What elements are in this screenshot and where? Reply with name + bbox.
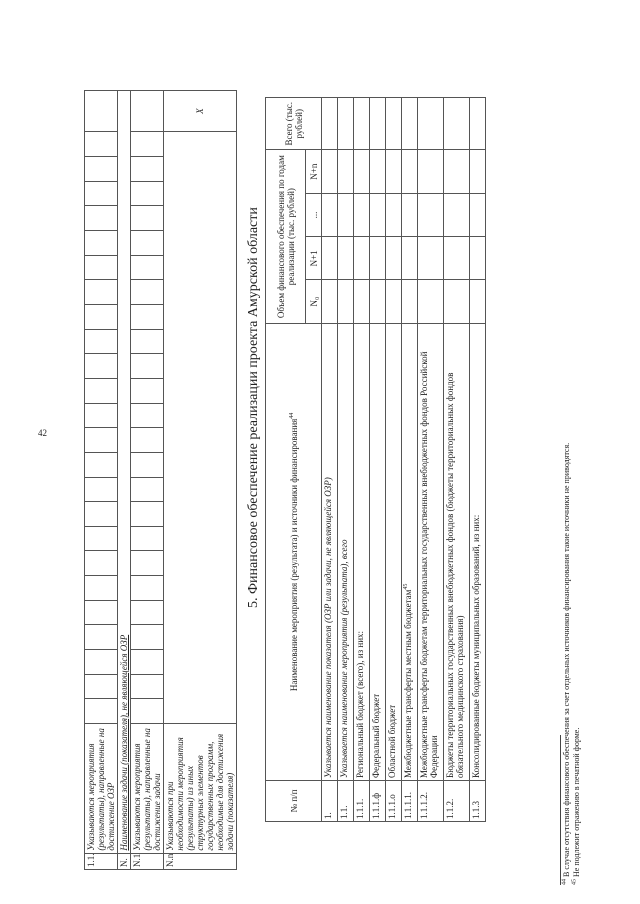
row-text: Наименование задачи (показателя), не являющейся ОЗР (118, 91, 131, 854)
col-header-year: ... (306, 193, 322, 236)
table-row (118, 91, 131, 870)
page-number: 42 (38, 428, 47, 438)
row-number: 1.1. (338, 780, 354, 821)
table-row (470, 98, 486, 822)
row-text: Бюджеты территориальных государственных внебюджетных фондов (бюджеты территориальных фондов обязательного медицинского страхования) (444, 323, 470, 780)
row-text: Региональный бюджет (всего), из них: (354, 323, 370, 780)
footnote-45: $^{45}$ Не подлежит отражению в печатной форме. (571, 727, 581, 885)
col-header-year: N+1 (306, 237, 322, 280)
col-header-year: N+n (306, 150, 322, 193)
section-title: 5. Финансовое обеспечение реализации проекта Амурской области (246, 207, 261, 608)
row-number: 1. (322, 780, 338, 821)
col-header-number: № п/п (266, 780, 322, 821)
row-number: 1.1.2. (444, 780, 470, 821)
row-number: 1.1.1.2. (418, 780, 444, 821)
table-row (338, 98, 354, 822)
row-number: N.1 (131, 853, 164, 869)
table-row (386, 98, 402, 822)
table-row (85, 91, 118, 870)
footnote-44: $^{44}$ В случае отсутствия финансового обеспечения за счет отдельных источников финансирования такие источники не приводятся. (561, 442, 571, 885)
row-text: Указывается наименование мероприятия (результата), всего (338, 323, 354, 780)
row-text: Указывается наименование показателя (ОЗР или задачи, не являющейся ОЗР) (322, 323, 338, 780)
row-text: Консолидированные бюджеты муниципальных образований, из них: (470, 323, 486, 780)
table-row (418, 98, 444, 822)
row-number: N.n (164, 853, 237, 869)
objectives-table (84, 90, 237, 870)
row-number: N. (118, 853, 131, 869)
table-row (322, 98, 338, 822)
table-row (370, 98, 386, 822)
row-text: Указываются при необходимости мероприятия (результаты) из иных структурных элементов государственных программ, необходимые для достижения задачи (показателя) (164, 724, 237, 853)
header-row (266, 98, 306, 822)
row-text: Указываются мероприятия (результаты), направленные на достижение ОЗР (85, 724, 118, 853)
col-header-years: Объем финансового обеспечения по годам реализации (тыс. рублей) (266, 150, 306, 323)
col-header-name: Наименование мероприятия (результата) и источники финансирования$^{44}$ (266, 323, 322, 780)
col-header-year: N₀ (306, 280, 322, 323)
table-row (354, 98, 370, 822)
table-row (444, 98, 470, 822)
row-text: Межбюджетные трансферты местным бюджетам$^{45}$ (402, 323, 418, 780)
col-header-total: Всего (тыс. рублей) (266, 98, 322, 151)
row-text: Областной бюджет (386, 323, 402, 780)
row-number: 1.1.3 (470, 780, 486, 821)
row-text: Федеральный бюджет (370, 323, 386, 780)
x-mark: X (164, 91, 237, 132)
row-text: Межбюджетные трансферты бюджетам территориальных государственных внебюджетных фондов Российской Федерации (418, 323, 444, 780)
row-number: 1.1.1.1. (402, 780, 418, 821)
footnote-separator (560, 735, 561, 885)
table-row (402, 98, 418, 822)
row-number: 1.1.1.о (386, 780, 402, 821)
row-number: 1.1. (85, 853, 118, 869)
table-row (131, 91, 164, 870)
row-number: 1.1.1. (354, 780, 370, 821)
table-row (164, 91, 237, 870)
row-number: 1.1.1.ф (370, 780, 386, 821)
finance-table (265, 97, 486, 822)
row-text: Указываются мероприятия (результаты), направленные на достижение задачи (131, 724, 164, 853)
